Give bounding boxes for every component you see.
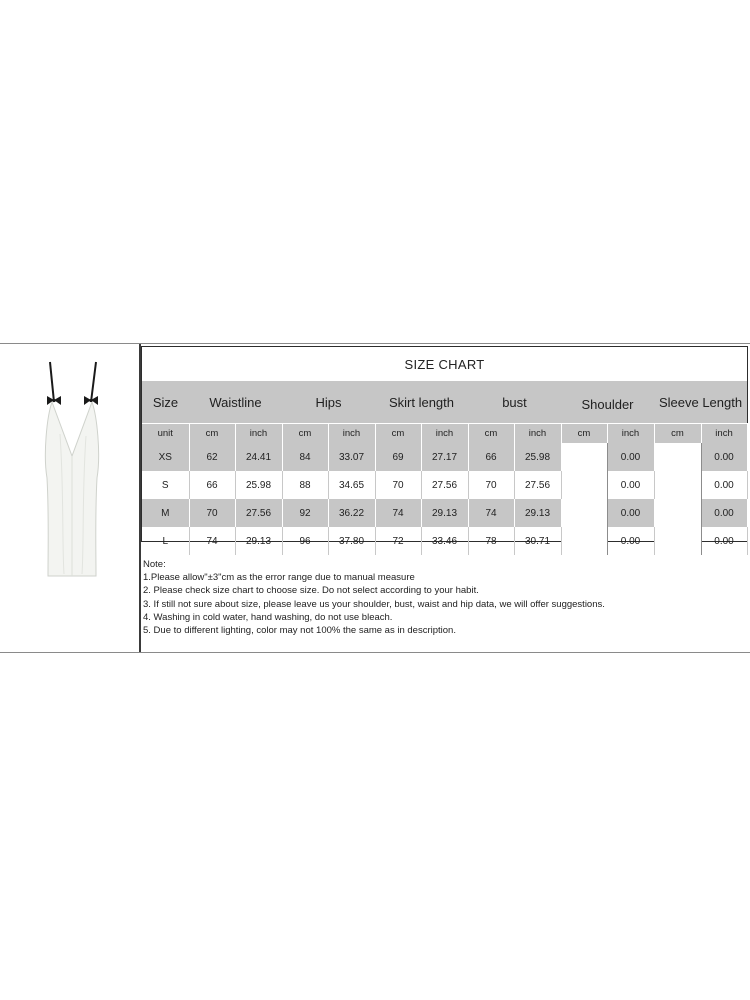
table-cell: 70 bbox=[468, 471, 514, 499]
table-cell: 29.13 bbox=[514, 499, 561, 527]
table-cell: 0.00 bbox=[701, 443, 747, 471]
table-cell: 74 bbox=[468, 499, 514, 527]
table-cell: 70 bbox=[189, 499, 235, 527]
size-label: XS bbox=[142, 443, 189, 471]
unit-cell: inch bbox=[701, 424, 747, 444]
note-item: 1.Please allow"±3"cm as the error range due to manual measure bbox=[143, 572, 415, 584]
title-row bbox=[142, 347, 747, 381]
header-size: Size bbox=[142, 381, 189, 424]
table-cell: 29.13 bbox=[421, 499, 468, 527]
table-cell: 62 bbox=[189, 443, 235, 471]
note-item: 3. If still not sure about size, please leave us your shoulder, bust, waist and hip data, we will offer suggestions. bbox=[143, 598, 605, 610]
header-waistline: Waistline bbox=[189, 381, 282, 424]
table-cell bbox=[561, 471, 607, 499]
unit-cell: inch bbox=[421, 424, 468, 444]
unit-cell: cm bbox=[561, 424, 607, 444]
table-row-xs bbox=[142, 443, 747, 471]
size-label: S bbox=[142, 471, 189, 499]
table-cell: 25.98 bbox=[514, 443, 561, 471]
note-item: 2. Please check size chart to choose size. Do not select according to your habit. bbox=[143, 585, 479, 597]
header-hips: Hips bbox=[282, 381, 375, 424]
table-cell bbox=[561, 443, 607, 471]
size-table bbox=[142, 347, 748, 555]
table-cell bbox=[654, 527, 701, 555]
chart-title: SIZE CHART bbox=[404, 356, 485, 372]
table-cell: 25.98 bbox=[235, 471, 282, 499]
notes-section bbox=[143, 558, 743, 637]
unit-cell: inch bbox=[328, 424, 375, 444]
unit-cell: cm bbox=[189, 424, 235, 444]
table-cell: 66 bbox=[468, 443, 514, 471]
header-row bbox=[142, 381, 747, 424]
size-label: M bbox=[142, 499, 189, 527]
table-cell: 74 bbox=[189, 527, 235, 555]
size-table-frame bbox=[141, 346, 748, 547]
table-cell: 33.46 bbox=[421, 527, 468, 555]
dress-illustration bbox=[0, 344, 138, 652]
unit-cell: cm bbox=[282, 424, 328, 444]
header-shoulder: Shoulder bbox=[561, 381, 654, 424]
unit-cell: unit bbox=[142, 424, 189, 444]
table-row-s bbox=[142, 471, 747, 499]
unit-cell: inch bbox=[514, 424, 561, 444]
table-cell: 30.71 bbox=[514, 527, 561, 555]
unit-cell: cm bbox=[468, 424, 514, 444]
table-cell bbox=[561, 527, 607, 555]
table-cell: 29.13 bbox=[235, 527, 282, 555]
table-cell: 88 bbox=[282, 471, 328, 499]
table-cell: 74 bbox=[375, 499, 421, 527]
table-cell: 36.22 bbox=[328, 499, 375, 527]
table-cell: 33.07 bbox=[328, 443, 375, 471]
unit-row bbox=[142, 424, 747, 444]
note-item: 4. Washing in cold water, hand washing, do not use bleach. bbox=[143, 611, 393, 623]
table-cell: 78 bbox=[468, 527, 514, 555]
table-cell: 27.56 bbox=[514, 471, 561, 499]
table-cell bbox=[654, 471, 701, 499]
table-cell: 0.00 bbox=[607, 471, 654, 499]
size-label: L bbox=[142, 527, 189, 555]
table-cell: 0.00 bbox=[701, 471, 747, 499]
table-cell: 0.00 bbox=[701, 527, 747, 555]
size-chart-panel bbox=[0, 343, 750, 653]
table-cell: 27.17 bbox=[421, 443, 468, 471]
table-row-l bbox=[142, 527, 747, 555]
table-cell: 27.56 bbox=[421, 471, 468, 499]
unit-cell: inch bbox=[235, 424, 282, 444]
table-cell: 66 bbox=[189, 471, 235, 499]
header-sleeve-length: Sleeve Length bbox=[654, 381, 747, 424]
table-cell: 0.00 bbox=[607, 527, 654, 555]
table-cell: 0.00 bbox=[607, 443, 654, 471]
header-bust: bust bbox=[468, 381, 561, 424]
product-image bbox=[0, 344, 138, 652]
table-cell: 84 bbox=[282, 443, 328, 471]
unit-cell: cm bbox=[375, 424, 421, 444]
table-cell: 0.00 bbox=[701, 499, 747, 527]
table-cell: 72 bbox=[375, 527, 421, 555]
table-cell: 34.65 bbox=[328, 471, 375, 499]
table-cell: 96 bbox=[282, 527, 328, 555]
header-skirt-length: Skirt length bbox=[375, 381, 468, 424]
table-cell: 24.41 bbox=[235, 443, 282, 471]
note-item: 5. Due to different lighting, color may not 100% the same as in description. bbox=[143, 625, 456, 637]
notes-label: Note: bbox=[143, 559, 166, 570]
table-row-m bbox=[142, 499, 747, 527]
table-cell: 37.80 bbox=[328, 527, 375, 555]
table-cell: 92 bbox=[282, 499, 328, 527]
table-cell bbox=[654, 499, 701, 527]
table-cell: 69 bbox=[375, 443, 421, 471]
table-cell bbox=[561, 499, 607, 527]
unit-cell: cm bbox=[654, 424, 701, 444]
table-cell bbox=[654, 443, 701, 471]
table-cell: 27.56 bbox=[235, 499, 282, 527]
table-cell: 70 bbox=[375, 471, 421, 499]
unit-cell: inch bbox=[607, 424, 654, 444]
table-cell: 0.00 bbox=[607, 499, 654, 527]
